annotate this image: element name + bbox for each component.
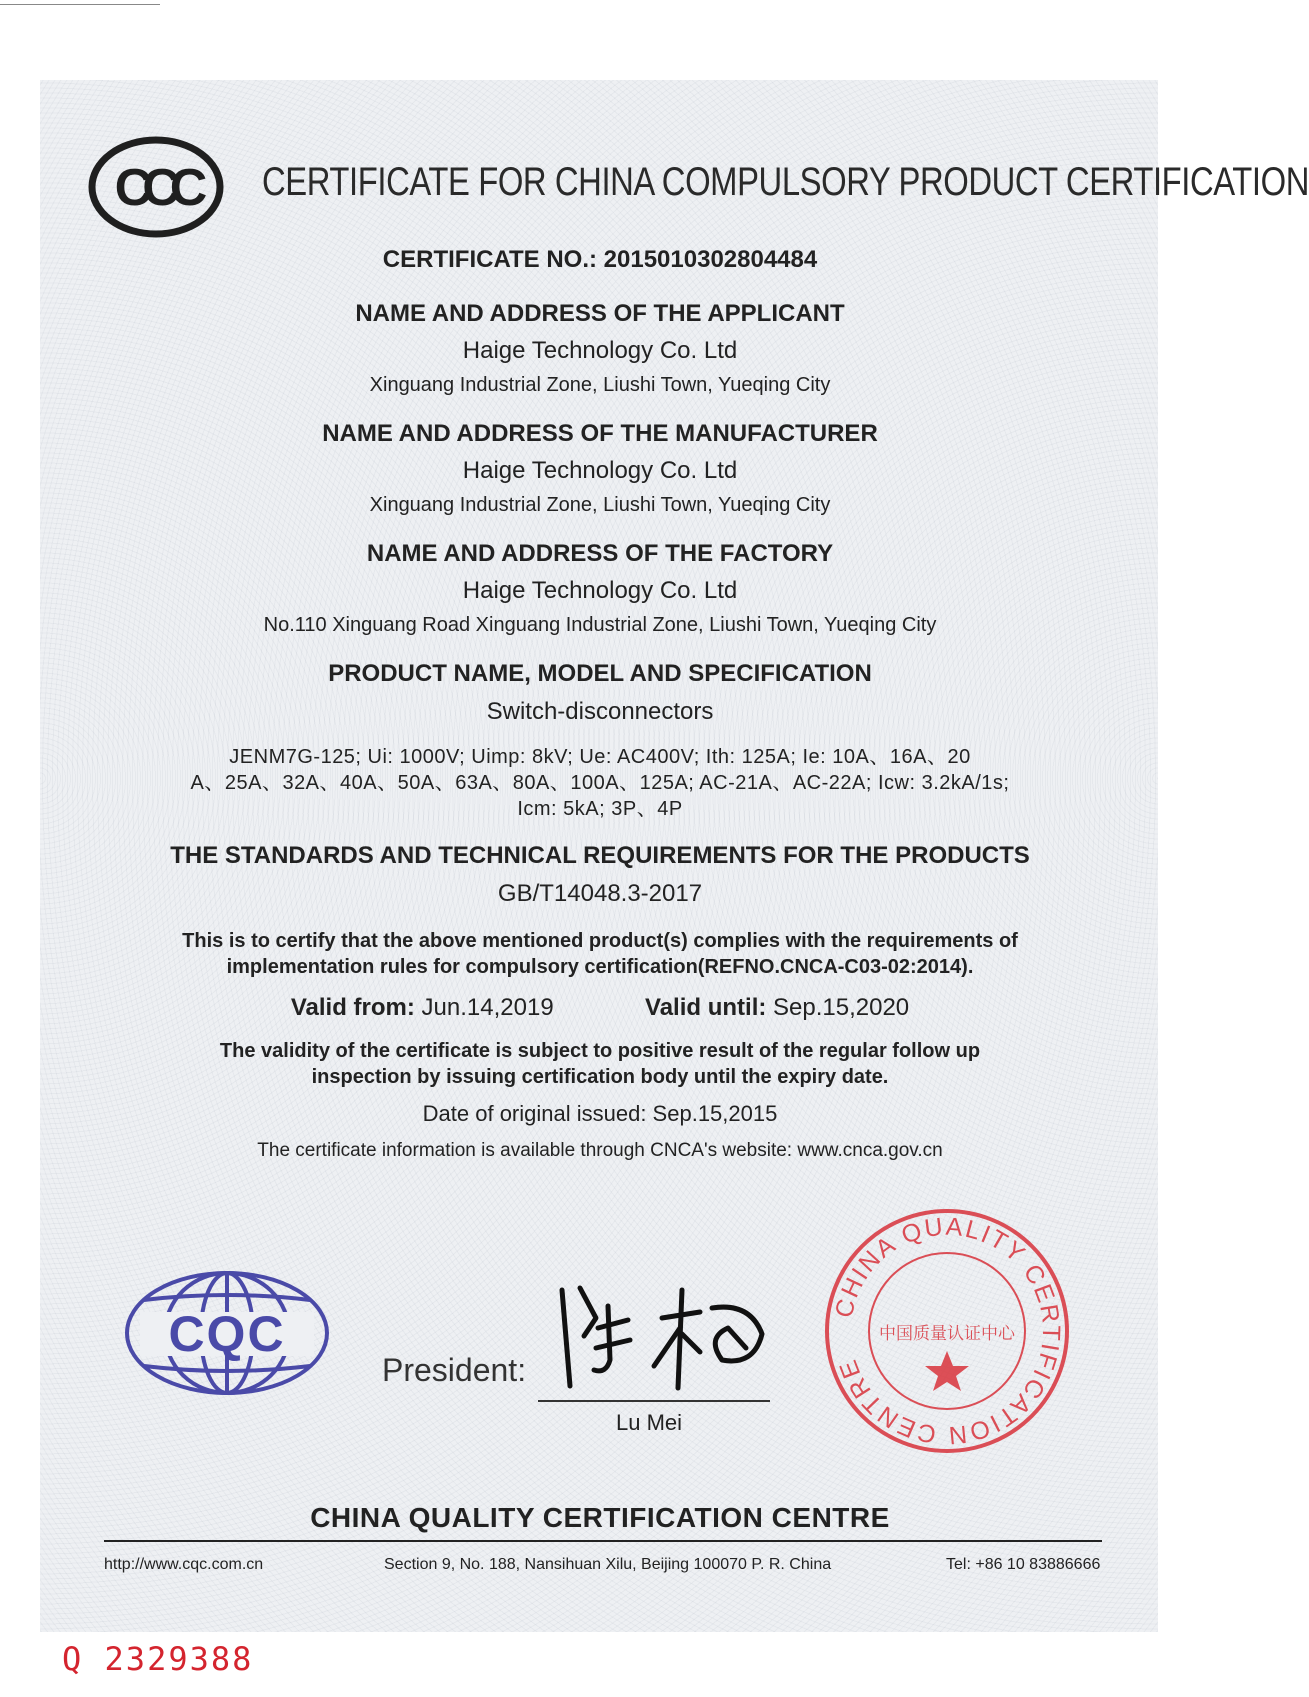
valid-from-value: Jun.14,2019	[421, 994, 554, 1021]
validity-dates	[0, 994, 1200, 1022]
certification-statement-line: This is to certify that the above mentioned product(s) complies with the requirements of	[182, 930, 1018, 952]
president-signature	[550, 1278, 780, 1403]
website-note: The certificate information is available through CNCA's website: www.cnca.gov.cn	[257, 1140, 943, 1161]
factory-name: Haige Technology Co. Ltd	[462, 577, 738, 604]
footer-divider	[104, 1540, 1102, 1542]
seal-outer-text: CHINA QUALITY CERTIFICATION CENTRE	[829, 1212, 1066, 1450]
footer-tel: Tel: +86 10 83886666	[946, 1556, 1101, 1573]
applicant-name: Haige Technology Co. Ltd	[462, 337, 738, 364]
president-label: President:	[382, 1352, 527, 1388]
valid-from-label: Valid from:	[290, 994, 415, 1021]
cqc-logo-text: CQC	[168, 1306, 286, 1362]
certification-statement-line: implementation rules for compulsory certification(REFNO.CNCA-C03-02:2014).	[226, 956, 974, 978]
certificate-title: CERTIFICATE FOR CHINA COMPULSORY PRODUCT CERTIFICATION	[262, 160, 1309, 204]
validity-note-line: The validity of the certificate is subject to positive result of the regular follow up	[219, 1040, 981, 1062]
manufacturer-heading: NAME AND ADDRESS OF THE MANUFACTURER	[322, 420, 878, 447]
valid-until-value: Sep.15,2020	[773, 994, 910, 1021]
product-spec-line: Icm: 5kA; 3P、4P	[517, 798, 683, 820]
seal-inner-text: 中国质量认证中心	[879, 1324, 1015, 1344]
product-heading: PRODUCT NAME, MODEL AND SPECIFICATION	[328, 660, 872, 687]
valid-until-label: Valid until:	[645, 994, 767, 1021]
cqc-logo	[122, 1268, 332, 1398]
applicant-heading: NAME AND ADDRESS OF THE APPLICANT	[355, 300, 845, 327]
standards-value: GB/T14048.3-2017	[497, 880, 703, 907]
president-name: Lu Mei	[616, 1410, 683, 1435]
manufacturer-address: Xinguang Industrial Zone, Liushi Town, Yueqing City	[369, 494, 831, 516]
standards-heading: THE STANDARDS AND TECHNICAL REQUIREMENTS FOR THE PRODUCTS	[170, 842, 1030, 869]
original-issue-date: Date of original issued: Sep.15,2015	[422, 1101, 778, 1126]
factory-address: No.110 Xinguang Road Xinguang Industrial Zone, Liushi Town, Yueqing City	[263, 614, 937, 636]
product-name: Switch-disconnectors	[486, 698, 714, 725]
product-spec-line: A、25A、32A、40A、50A、63A、80A、100A、125A; AC-21A、AC-22A; Icw: 3.2kA/1s;	[190, 772, 1010, 794]
manufacturer-name: Haige Technology Co. Ltd	[462, 457, 738, 484]
certificate-number: CERTIFICATE NO.: 2015010302804484	[382, 246, 818, 273]
applicant-address: Xinguang Industrial Zone, Liushi Town, Yueqing City	[369, 374, 831, 396]
footer-website: http://www.cqc.com.cn	[104, 1556, 264, 1573]
footer-address: Section 9, No. 188, Nansihuan Xilu, Beijing 100070 P. R. China	[384, 1556, 832, 1573]
signature-line	[538, 1400, 770, 1402]
footer-organization: CHINA QUALITY CERTIFICATION CENTRE	[310, 1502, 890, 1533]
factory-heading: NAME AND ADDRESS OF THE FACTORY	[366, 540, 834, 567]
top-edge-line	[0, 4, 160, 5]
ccc-logo	[88, 136, 224, 238]
validity-note-line: inspection by issuing certification body until the expiry date.	[311, 1066, 889, 1088]
product-spec-line: JENM7G-125; Ui: 1000V; Uimp: 8kV; Ue: AC400V; Ith: 125A; Ie: 10A、16A、20	[229, 746, 971, 768]
ccc-logo-text: CCC	[114, 159, 198, 217]
serial-number: Q 2329388	[62, 1640, 254, 1678]
certification-seal	[822, 1206, 1072, 1456]
